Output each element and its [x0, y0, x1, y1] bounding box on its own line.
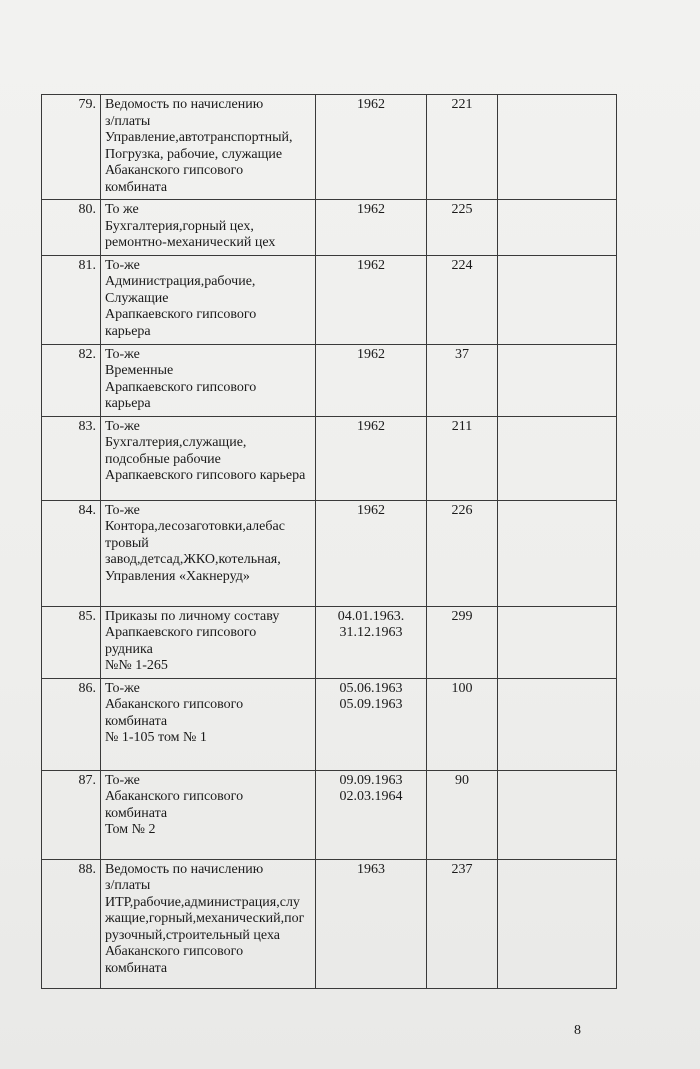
item-note [498, 416, 617, 500]
item-date-line: 09.09.1963 [339, 772, 403, 788]
item-dates [316, 500, 427, 606]
item-title-line: Абаканского гипсового [105, 789, 244, 804]
item-sheet-count: 100 [427, 678, 498, 770]
table-row [42, 255, 617, 344]
item-title-line: Абаканского гипсового [105, 163, 244, 178]
item-number: 85. [42, 606, 101, 678]
item-title-line: карьера [105, 323, 151, 339]
item-sheet-count: 221 [427, 95, 498, 200]
item-title-line: То-же [105, 680, 140, 696]
archive-inventory-table [41, 94, 617, 989]
item-sheet-count: 211 [427, 416, 498, 500]
page-number: 8 [574, 1023, 581, 1038]
item-title-line: Погрузка, рабочие, служащие [105, 146, 283, 162]
item-title [101, 606, 316, 678]
item-title-line: тровый [105, 535, 149, 551]
table-row [42, 200, 617, 256]
item-dates [316, 416, 427, 500]
item-title-line: ИТР,рабочие,администрация,слу [105, 894, 300, 910]
item-number: 79. [42, 95, 101, 200]
item-sheet-count: 225 [427, 200, 498, 256]
item-title [101, 859, 316, 988]
item-title [101, 344, 316, 416]
item-date-line: 1962 [357, 418, 385, 434]
item-title-line: завод,детсад,ЖКО,котельная, [105, 552, 281, 567]
item-note [498, 678, 617, 770]
item-date-line: 02.03.1964 [339, 789, 403, 804]
item-title-line: Бухгалтерия,служащие, [105, 435, 247, 450]
item-date-line: 1962 [357, 257, 385, 273]
table-row [42, 95, 617, 200]
item-dates [316, 255, 427, 344]
item-number: 81. [42, 255, 101, 344]
item-title-line: Том № 2 [105, 822, 156, 837]
item-title-line: Арапкаевского гипсового [105, 625, 257, 640]
table-row [42, 859, 617, 988]
item-dates [316, 678, 427, 770]
item-note [498, 770, 617, 859]
item-date-line: 05.06.1963 [339, 680, 403, 696]
item-title-line: комбината [105, 960, 168, 976]
item-number: 82. [42, 344, 101, 416]
item-dates [316, 200, 427, 256]
item-number: 83. [42, 416, 101, 500]
table-row [42, 678, 617, 770]
item-title-line: Абаканского гипсового [105, 697, 244, 712]
item-title-line: То-же [105, 772, 140, 788]
item-sheet-count: 226 [427, 500, 498, 606]
item-dates [316, 344, 427, 416]
item-title-line: карьера [105, 396, 151, 411]
item-sheet-count: 299 [427, 606, 498, 678]
item-date-line: 1962 [357, 97, 385, 112]
item-date-line: 1962 [357, 502, 385, 518]
item-title-line: подсобные рабочие [105, 451, 221, 467]
item-number: 84. [42, 500, 101, 606]
item-title-line: комбината [105, 179, 168, 195]
item-sheet-count: 37 [427, 344, 498, 416]
item-title-line: Бухгалтерия,горный цех, [105, 218, 254, 234]
item-title-line: То-же [105, 346, 140, 362]
item-title [101, 200, 316, 256]
item-title-line: рузочный,строительный цеха [105, 927, 280, 943]
item-title-line: Управление,автотранспортный, [105, 130, 293, 145]
item-number: 80. [42, 200, 101, 256]
item-dates [316, 859, 427, 988]
item-title-line: з/платы [105, 878, 151, 893]
item-title-line: № 1-105 том № 1 [105, 730, 207, 745]
item-title-line: То же [105, 202, 139, 217]
table-row [42, 416, 617, 500]
item-title-line: жащие,горный,механический,пог [105, 911, 305, 926]
item-title-line: Администрация,рабочие, [105, 274, 256, 289]
item-note [498, 95, 617, 200]
item-title-line: ремонтно-механический цех [105, 235, 276, 250]
item-date-line: 04.01.1963. [337, 608, 405, 624]
item-sheet-count: 237 [427, 859, 498, 988]
table-row [42, 500, 617, 606]
item-title-line: №№ 1-265 [105, 658, 168, 673]
item-title [101, 500, 316, 606]
item-title-line: з/платы [105, 113, 151, 129]
item-note [498, 255, 617, 344]
item-date-line: 1962 [357, 202, 385, 217]
item-date-line: 1962 [357, 346, 385, 362]
table-row [42, 606, 617, 678]
item-number: 86. [42, 678, 101, 770]
table-row [42, 770, 617, 859]
item-title [101, 255, 316, 344]
item-title [101, 678, 316, 770]
item-date-line: 05.09.1963 [339, 697, 403, 712]
item-dates [316, 95, 427, 200]
item-note [498, 500, 617, 606]
item-number: 87. [42, 770, 101, 859]
item-title-line: Управления «Хакнеруд» [105, 568, 250, 584]
item-title-line: комбината [105, 713, 168, 729]
item-title-line: Контора,лесозаготовки,алебас [105, 519, 285, 534]
item-title-line: Приказы по личному составу [105, 608, 280, 624]
item-title-line: рудника [105, 641, 153, 657]
item-title-line: Ведомость по начислению [105, 861, 264, 877]
item-title-line: То-же [105, 418, 140, 434]
item-title-line: Временные [105, 363, 174, 378]
item-note [498, 859, 617, 988]
item-title-line: То-же [105, 257, 140, 273]
item-title-line: Арапкаевского гипсового [105, 307, 257, 322]
item-sheet-count: 224 [427, 255, 498, 344]
item-sheet-count: 90 [427, 770, 498, 859]
item-title-line: Арапкаевского гипсового карьера [105, 468, 306, 483]
item-dates [316, 606, 427, 678]
item-title-line: Абаканского гипсового [105, 944, 244, 959]
item-note [498, 344, 617, 416]
inventory-table-body [42, 95, 617, 989]
item-title [101, 770, 316, 859]
item-title [101, 416, 316, 500]
item-number: 88. [42, 859, 101, 988]
table-row [42, 344, 617, 416]
item-dates [316, 770, 427, 859]
item-title-line: комбината [105, 805, 168, 821]
item-title-line: Служащие [105, 290, 169, 306]
item-date-line: 1963 [357, 861, 385, 877]
item-title-line: Арапкаевского гипсового [105, 379, 257, 395]
item-note [498, 200, 617, 256]
item-title-line: Ведомость по начислению [105, 97, 264, 112]
item-title [101, 95, 316, 200]
item-note [498, 606, 617, 678]
item-title-line: То-же [105, 502, 140, 518]
item-date-line: 31.12.1963 [339, 625, 403, 640]
